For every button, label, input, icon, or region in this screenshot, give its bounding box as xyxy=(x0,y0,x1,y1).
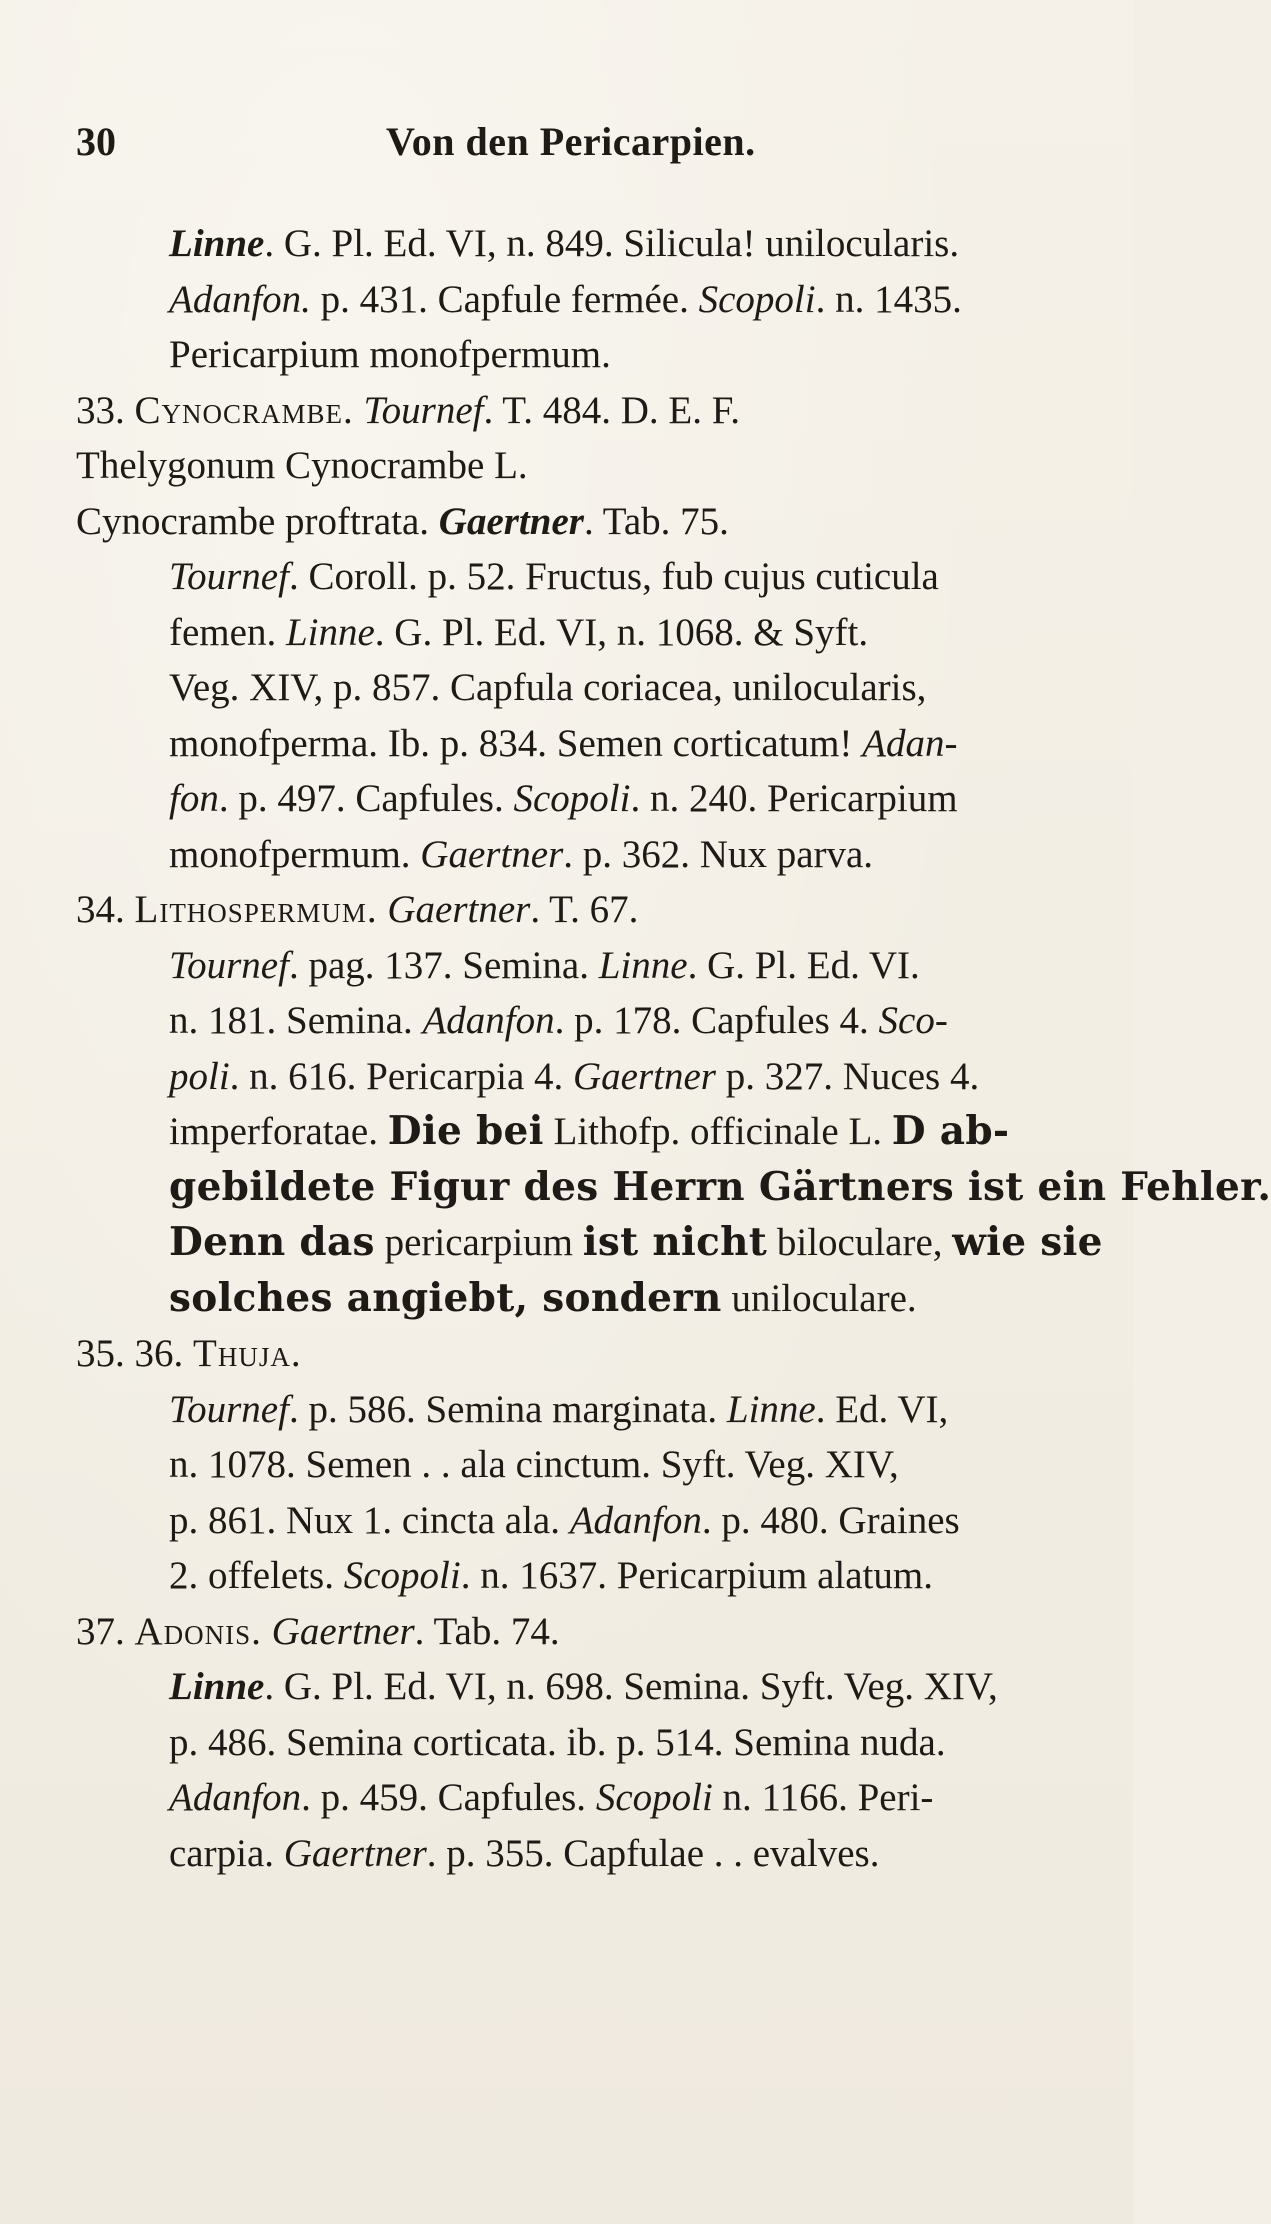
text-segment: p. 431. Capfule fermée. xyxy=(310,277,699,321)
text-segment: Thelygonum Cynocrambe L. xyxy=(76,444,528,487)
page-number: 30 xyxy=(76,119,116,164)
text-segment: Scopoli xyxy=(513,777,631,820)
text-line xyxy=(76,1548,1086,1604)
text-segment: . G. Pl. Ed. VI, n. 849. Silicula! unilocularis. xyxy=(264,222,960,265)
text-segment: 2. offelets. xyxy=(169,1554,344,1597)
text-segment: . G. Pl. Ed. VI, n. 698. Semina. Syft. Veg. XIV, xyxy=(264,1665,998,1708)
text-segment: . pag. 137. Semina. xyxy=(288,943,599,987)
text-segment xyxy=(262,1610,272,1653)
text-line xyxy=(76,1326,1086,1382)
text-segment: . n. 240. Pericarpium xyxy=(630,777,958,820)
text-segment: Adanfon xyxy=(422,999,555,1042)
text-segment: . p. 480. Graines xyxy=(701,1498,960,1542)
text-segment: Cynocrambe proftrata. xyxy=(76,499,439,543)
text-segment: biloculare, xyxy=(767,1221,953,1264)
text-segment: Lithofp. officinale L. xyxy=(543,1110,892,1153)
text-segment: n. 1078. Semen . . ala cinctum. Syft. Veg. XIV, xyxy=(169,1443,899,1486)
text-segment: imperforatae. xyxy=(169,1110,388,1153)
text-segment: Scopoli xyxy=(343,1554,461,1597)
text-segment: ist nicht xyxy=(582,1219,768,1265)
text-segment: . T. 484. D. E. F. xyxy=(483,388,741,432)
text-line xyxy=(76,1215,1103,1271)
text-line xyxy=(76,272,1086,328)
text-segment: Gaertner xyxy=(420,832,564,876)
text-segment: . n. 616. Pericarpia 4. xyxy=(229,1054,573,1098)
text-segment: wie sie xyxy=(952,1219,1103,1265)
text-segment: . Tab. 75. xyxy=(583,499,729,543)
text-segment: Tournef xyxy=(169,555,289,598)
text-segment: . T. 67. xyxy=(530,888,639,931)
text-segment: . Tab. 74. xyxy=(414,1609,560,1653)
text-segment: Pericarpium monofpermum. xyxy=(169,333,611,376)
text-segment: n. 1166. Peri- xyxy=(712,1776,934,1819)
text-line xyxy=(76,938,1086,994)
text-segment: Linne xyxy=(169,222,265,265)
text-line xyxy=(76,1104,1086,1160)
text-segment: Gaertner xyxy=(271,1609,415,1653)
text-segment: . Coroll. p. 52. Fructus, fub cujus cuticula xyxy=(288,555,939,598)
text-segment: Scopoli xyxy=(595,1776,713,1819)
text-line xyxy=(76,771,1086,827)
text-segment: Adanfon xyxy=(169,1776,302,1819)
text-segment: . p. 497. Capfules. xyxy=(218,777,514,820)
text-line xyxy=(76,1437,1086,1493)
text-segment: Tournef xyxy=(169,943,289,987)
text-line xyxy=(76,1382,1086,1438)
text-segment: femen. xyxy=(169,610,286,654)
text-line xyxy=(76,1770,1086,1826)
text-segment: . p. 355. Capfulae . . evalves. xyxy=(426,1831,880,1875)
text-segment: Lithospermum. xyxy=(134,888,378,931)
text-segment: monofperma. Ib. p. 834. Semen corticatum! xyxy=(169,721,863,765)
text-segment: Adonis. xyxy=(134,1609,262,1653)
text-segment: . p. 362. Nux parva. xyxy=(563,832,874,876)
text-line xyxy=(76,660,1086,716)
running-head: Von den Pericarpien. xyxy=(386,119,756,164)
text-segment: 37. xyxy=(76,1609,135,1653)
text-segment: Adanfon xyxy=(569,1498,702,1542)
text-line xyxy=(76,494,1086,550)
text-line xyxy=(76,1826,1086,1882)
text-segment: Linne xyxy=(726,1387,816,1431)
text-segment: p. 486. Semina corticata. ib. p. 514. Semina nuda. xyxy=(169,1720,946,1764)
text-segment: . n. 1637. Pericarpium alatum. xyxy=(460,1554,933,1597)
text-line xyxy=(76,993,1086,1049)
text-segment: . p. 586. Semina marginata. xyxy=(288,1387,727,1431)
text-segment: . G. Pl. Ed. VI. xyxy=(687,943,920,987)
text-segment: Adan- xyxy=(862,721,958,765)
text-segment: . p. 178. Capfules 4. xyxy=(554,999,879,1042)
text-segment: . p. 459. Capfules. xyxy=(301,1776,596,1819)
text-line xyxy=(76,827,1086,883)
text-line xyxy=(76,1659,1086,1715)
text-segment: fon xyxy=(169,777,219,820)
text-segment: gebildete Figur des Herrn Gärtners ist ein Fehler. xyxy=(169,1163,1271,1210)
text-segment: uniloculare. xyxy=(721,1276,917,1320)
text-segment: Adanfon. xyxy=(169,277,311,321)
text-segment: Linne xyxy=(598,943,688,987)
text-segment: poli xyxy=(169,1054,230,1098)
text-segment: Gaertner xyxy=(438,499,584,543)
text-line xyxy=(76,327,1086,383)
text-segment: Tournef xyxy=(169,1387,289,1431)
text-line xyxy=(76,1715,1086,1771)
text-segment: Denn das xyxy=(169,1219,375,1265)
text-segment: Gaertner xyxy=(283,1831,427,1875)
text-line xyxy=(76,383,1086,439)
text-segment: Die bei xyxy=(387,1108,544,1154)
text-segment: D ab- xyxy=(891,1108,1010,1154)
text-segment: Scopoli xyxy=(698,277,816,321)
text-line xyxy=(76,716,1086,772)
text-segment: Linne xyxy=(169,1665,265,1708)
text-segment: Linne xyxy=(285,610,375,654)
text-segment: solches angiebt, sondern xyxy=(169,1274,722,1321)
text-line xyxy=(76,1271,1086,1327)
text-line xyxy=(76,216,1086,272)
text-segment: 33. xyxy=(76,388,135,432)
text-segment: monofpermum. xyxy=(169,832,421,876)
text-segment: . G. Pl. Ed. VI, n. 1068. & Syft. xyxy=(374,610,869,654)
text-line xyxy=(76,1604,1086,1660)
text-line xyxy=(76,549,1086,605)
text-segment: Sco- xyxy=(878,999,948,1042)
text-line xyxy=(76,1493,1086,1549)
text-segment: p. 327. Nuces 4. xyxy=(715,1054,980,1098)
text-segment: pericarpium xyxy=(374,1221,583,1264)
text-segment: n. 181. Semina. xyxy=(169,999,423,1042)
text-body xyxy=(76,216,1271,1881)
text-segment: carpia. xyxy=(169,1831,284,1875)
text-segment: Gaertner xyxy=(387,888,531,931)
page-header xyxy=(76,118,1076,178)
text-segment xyxy=(378,888,388,931)
text-segment: p. 861. Nux 1. cincta ala. xyxy=(169,1498,570,1542)
text-segment: . Ed. VI, xyxy=(815,1387,949,1431)
text-line xyxy=(76,882,1086,938)
text-segment: Tournef xyxy=(363,388,484,432)
text-line xyxy=(76,1049,1086,1105)
text-segment: Veg. XIV, p. 857. Capfula coriacea, unilocularis, xyxy=(169,666,927,709)
text-segment: Gaertner xyxy=(573,1054,716,1098)
text-line xyxy=(76,605,1086,661)
text-segment: . n. 1435. xyxy=(815,277,962,321)
text-segment xyxy=(354,389,364,432)
text-segment: 35. 36. xyxy=(76,1332,193,1375)
text-line xyxy=(76,1160,1271,1216)
text-segment: Thuja. xyxy=(193,1332,302,1375)
text-line xyxy=(76,438,1086,494)
text-segment: 34. xyxy=(76,888,135,931)
text-segment: Cynocrambe. xyxy=(134,388,354,432)
